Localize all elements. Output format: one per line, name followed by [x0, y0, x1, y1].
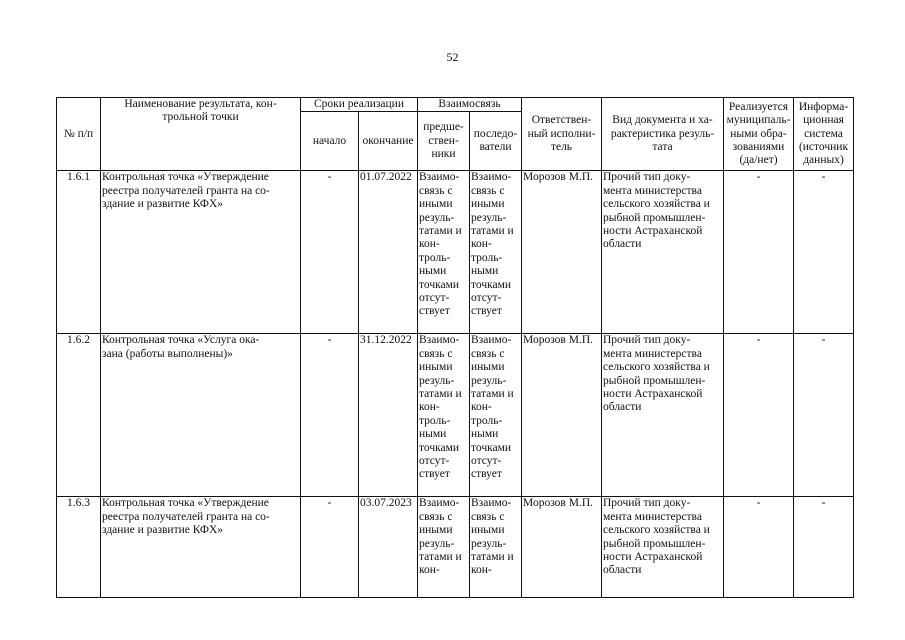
row-municipal: -: [724, 171, 794, 334]
row-info-system: -: [794, 497, 854, 598]
row-doc-type: Прочий тип доку- мента министерства сельского хозяйства и рыбной промышлен- ности Астраханской области: [602, 334, 724, 497]
row-predecessors: Взаимо- связь с иными резуль- татами и кон- троль- ными точками отсут- ствует: [418, 171, 470, 334]
row-predecessors: Взаимо- связь с иными резуль- татами и кон- троль- ными точками отсут- ствует: [418, 334, 470, 497]
row-municipal: -: [724, 497, 794, 598]
row-responsible: Морозов М.П.: [522, 334, 602, 497]
row-info-system: -: [794, 334, 854, 497]
row-num: 1.6.3: [57, 497, 101, 598]
header-municipal: Реализуется муниципаль- ными обра- зованиями (да/нет): [724, 98, 794, 171]
row-start: -: [301, 497, 359, 598]
row-end: 31.12.2022: [359, 334, 418, 497]
row-end: 03.07.2023: [359, 497, 418, 598]
row-name: Контрольная точка «Услуга ока- зана (работы выполнены)»: [101, 334, 301, 497]
row-responsible: Морозов М.П.: [522, 171, 602, 334]
row-responsible: Морозов М.П.: [522, 497, 602, 598]
row-successors: Взаимо- связь с иными резуль- татами и кон-: [471, 497, 514, 577]
header-successors: последо- ватели: [470, 112, 522, 171]
header-num: № п/п: [57, 98, 101, 171]
table-row: [57, 334, 854, 497]
header-name: Наименование результата, кон- трольной точки: [101, 98, 301, 171]
header-terms: Сроки реализации: [301, 98, 418, 112]
header-row-1: [57, 98, 854, 112]
header-doc-type: Вид документа и ха- рактеристика резуль- тата: [602, 98, 724, 171]
row-doc-type: Прочий тип доку- мента министерства сельского хозяйства и рыбной промышлен- ности Астраханской области: [602, 171, 724, 334]
header-start: начало: [301, 112, 359, 171]
header-end: окончание: [359, 112, 418, 171]
row-doc-type: Прочий тип доку- мента министерства сельского хозяйства и рыбной промышлен- ности Астраханской области: [602, 497, 724, 598]
table-row: [57, 171, 854, 334]
row-start: -: [301, 334, 359, 497]
row-start: -: [301, 171, 359, 334]
row-end: 01.07.2022: [359, 171, 418, 334]
row-name: Контрольная точка «Утверждение реестра получателей гранта на со- здание и развитие КФХ»: [101, 171, 301, 334]
header-predecessors: предше- ствен- ники: [418, 112, 470, 171]
row-num: 1.6.2: [57, 334, 101, 497]
header-relation: Взаимосвязь: [418, 98, 522, 112]
row-predecessors: Взаимо- связь с иными резуль- татами и кон-: [419, 497, 462, 577]
header-responsible: Ответствен- ный исполни- тель: [522, 98, 602, 171]
page-number: 52: [446, 50, 459, 64]
results-table: [56, 97, 854, 598]
row-municipal: -: [724, 334, 794, 497]
row-num: 1.6.1: [57, 171, 101, 334]
table-row: [57, 497, 854, 598]
row-info-system: -: [794, 171, 854, 334]
header-info-system: Информа- ционная система (источник данных): [794, 98, 854, 171]
row-name: Контрольная точка «Утверждение реестра получателей гранта на со- здание и развитие КФХ»: [101, 497, 301, 598]
row-successors: Взаимо- связь с иными резуль- татами и кон- троль- ными точками отсут- ствует: [470, 171, 522, 334]
row-successors: Взаимо- связь с иными резуль- татами и кон- троль- ными точками отсут- ствует: [470, 334, 522, 497]
